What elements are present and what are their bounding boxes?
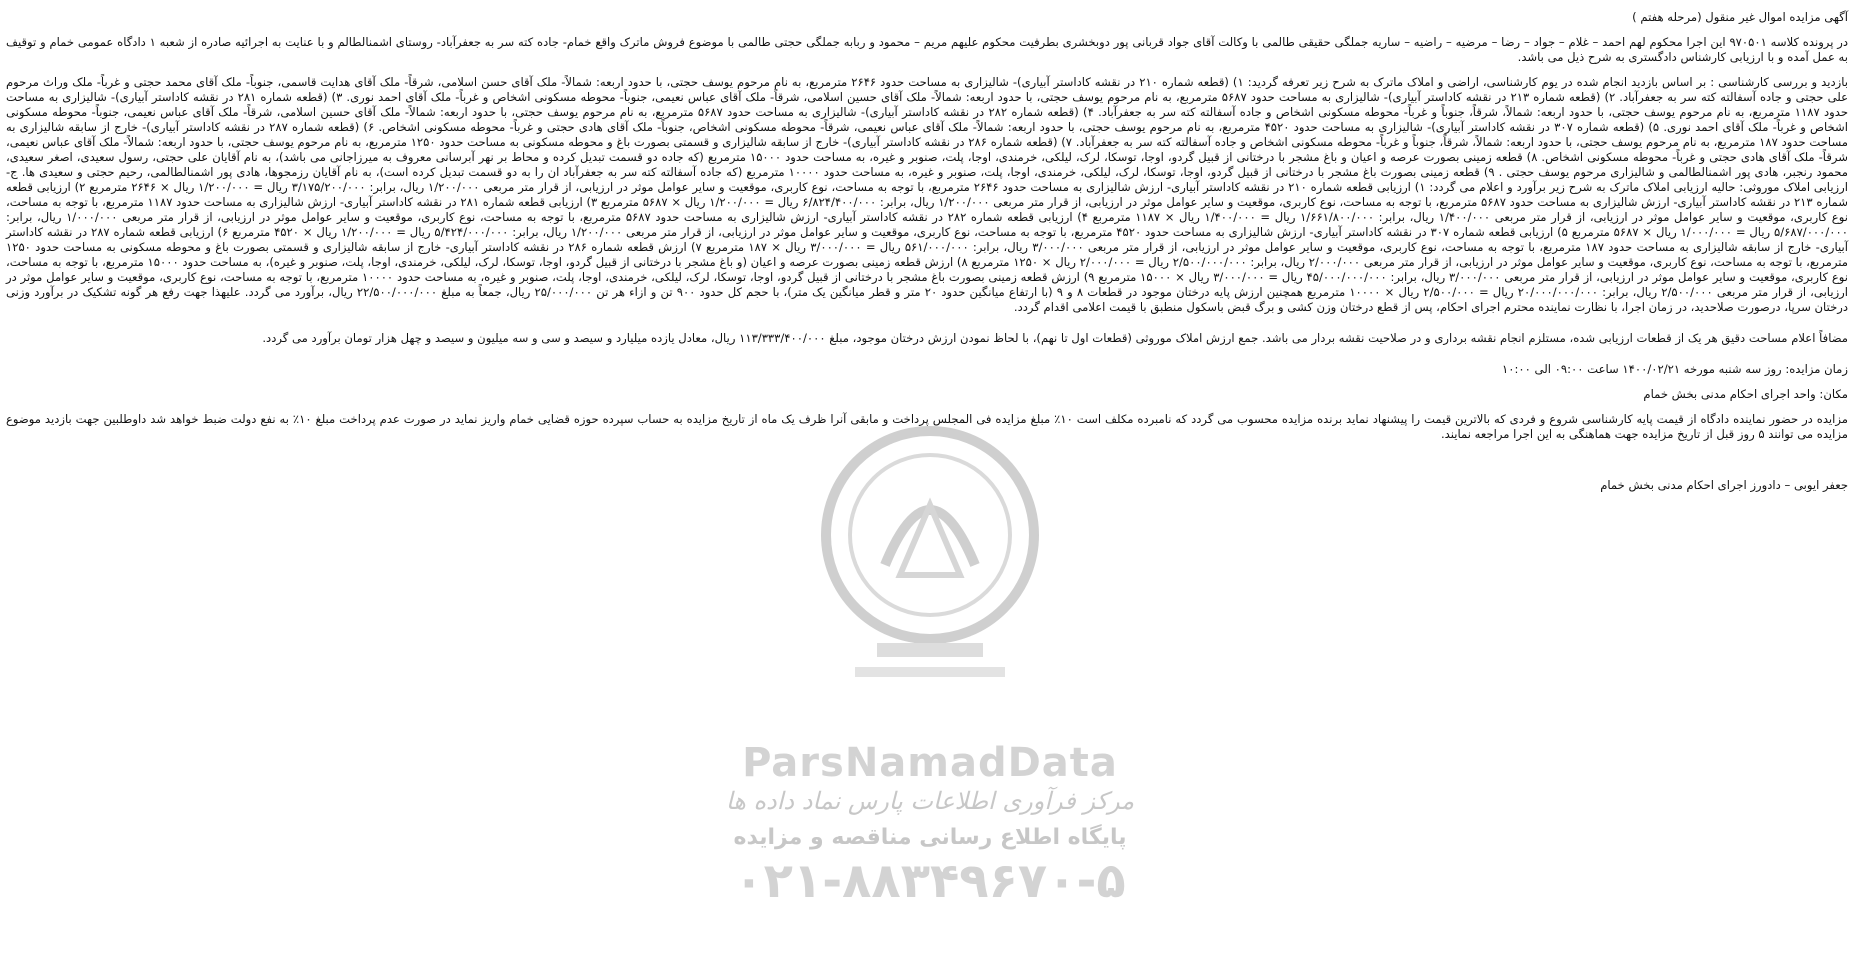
signer: جعفر ایوبی – دادورز اجرای احکام مدنی بخش خمام [1600, 478, 1848, 492]
notice-title: آگهی مزایده اموال غیر منقول (مرحله هفتم ) [1632, 10, 1848, 24]
watermark-phone: ۰۲۱-۸۸۳۴۹۶۷۰-۵ [734, 853, 1126, 909]
inspection-paragraph: بازدید و بررسی کارشناسی : بر اساس بازدید انجام شده در یوم کارشناسی، اراضی و املاک ماترک به شرح زیر تعرفه گردید: ۱) (قطعه شماره ۲۱۰ در نقشه کاداستر آبیاری)- شالیزاری به مساحت حدود ۲۶۴۶ مترمربع، به نام مرحوم یوسف حجتی، با حدود اربعه: شمالاً- ملک آقای حسن اسلامی، شرقاً- ملک آقای هدایت قاسمی، جنوباً- ملک آقای محمد حجتی و غرباً- ملک وراث مرحوم علی حجتی و جاده آسفالته کته سر به جعفرآباد. ۲) (قطعه شماره ۲۱۳ در نقشه کاداستر آبیاری)- شالیزاری به مساحت حدود ۵۶۸۷ مترمربع، به نام مرحوم یوسف حجتی، با حدود اربعه: شمالاً- ملک آقای حسین اسلامی، شرقاً- ملک آقای عباس نعیمی، جنوباً- محوطه مسکونی اشخاص و غرباً- ملک آقای احمد نوری. ۳) (قطعه شماره ۲۸۱ در نقشه کاداستر آبیاری)- شالیزاری به مساحت حدود ۱۱۸۷ مترمربع، به نام مرحوم یوسف حجتی، با حدود اربعه: شمالاً، شرقاً، جنوباً و غرباً- محوطه مسکونی اشخاص و جاده آسفالته کته سر به جعفرآباد. ۴) (قطعه شماره ۲۸۲ در نقشه کاداستر آبیاری)- شالیزاری به مساحت حدود ۵۶۸۷ مترمربع، به نام مرحوم یوسف حجتی، با حدود اربعه: شمالاً- ملک آقای حسین اسلامی، شرقاً- ملک آقای عباس نعیمی، جنوباً- محوطه مسکونی اشخاص و غرباً- ملک آقای احمد نوری. ۵) (قطعه شماره ۳۰۷ در نقشه کاداستر آبیاری)- شالیزاری به مساحت حدود ۴۵۲۰ مترمربع، به نام مرحوم یوسف حجتی، با حدود اربعه: شمالاً- ملک آقای عباس نعیمی، شرقاً- محوطه مسکونی اشخاص، جنوباً- ملک آقای هادی حجتی و غرباً- محوطه مسکونی اشخاص. ۶) (قطعه شماره ۲۸۷ در نقشه کاداستر آبیاری)- خارج از سابقه شالیزاری به مساحت حدود ۱۸۷ مترمربع، به نام مرحوم یوسف حجتی، با حدود اربعه: شمالاً، شرقاً، جنوباً و غرباً- محوطه مسکونی اشخاص و جاده آسفالته کته سر به جعفرآباد. ۷) (قطعه شماره ۲۸۶ در نقشه کاداستر آبیاری)- خارج از سابقه شالیزاری و قسمتی بصورت باغ و محوطه مسکونی به مساحت حدود ۱۲۵۰ مترمربع، به نام مرحوم یوسف حجتی، با حدود اربعه: شمالاً- ملک آقای عباس نعیمی، شرقاً- ملک آقای هادی حجتی و غرباً- محوطه مسکونی اشخاص. ۸) قطعه زمینی بصورت عرصه و اعیان و باغ مشجر با درختانی از قبیل گردو، اوجا، توسکا، لرک، لیلکی، خرمندی، اوجا، پلت، صنوبر و غیره، به مساحت حدود ۱۵۰۰۰ مترمربع (که جاده دو قسمت تبدیل کرده و محاط بر نهر آبرسانی معروف به میرزاجانی می باشد)، به نام آقایان علی حجتی، رسول سعیدی، اصغر سعیدی، محمود رنجبر، هادی پور اشمنالطالمی و شالیزاری مرحوم یوسف حجتی . ۹) قطعه زمینی بصورت باغ مشجر با درختانی از قبیل گردو، اوجا، توسکا، لرک، لیلکی، خرمندی، اوجا، پلت، صنوبر و غیره، به مساحت حدود ۱۰۰۰۰ مترمربع (که جاده آسفالته کته سر به جعفرآباد ان را به دو قسمت تبدیل کرده است)، به نام آقایان رزمجوها، هادی پور اشمنالطالمی، رحیم حجتی و سعیدی ها. ج- ارزیابی املاک موروثی: حالیه ارزیابی املاک ماترک به شرح زیر برآورد و اعلام می گردد: ۱) ارزیابی قطعه شماره ۲۱۰ در نقشه کاداستر آبیاری- ارزش شالیزاری به مساحت حدود ۲۶۴۶ مترمربع، با توجه به مساحت، نوع کاربری، موقعیت و سایر عوامل موثر در ارزیابی، از قرار متر مربعی ۱/۲۰۰/۰۰۰ ریال، برابر: ۳/۱۷۵/۲۰۰/۰۰۰ ریال = ۱/۲۰۰/۰۰۰ ریال × ۲۶۴۶ مترمربع ۲) ارزیابی قطعه شماره ۲۱۳ در نقشه کاداستر آبیاری- ارزش شالیزاری به مساحت حدود ۵۶۸۷ مترمربع، با توجه به مساحت، نوع کاربری، موقعیت و سایر عوامل موثر در ارزیابی، از قرار متر مربعی ۱/۲۰۰/۰۰۰ ریال، برابر: ۶/۸۲۴/۴۰۰/۰۰۰ ریال = ۱/۲۰۰/۰۰۰ ریال × ۵۶۸۷ مترمربع ۳) ارزیابی قطعه شماره ۲۸۱ در نقشه کاداستر آبیاری- ارزش شالیزاری به مساحت حدود ۱۱۸۷ مترمربع، با توجه به مساحت، نوع کاربری، موقعیت و سایر عوامل موثر در ارزیابی، از قرار متر مربعی ۱/۴۰۰/۰۰۰ ریال، برابر: ۱/۶۶۱/۸۰۰/۰۰۰ ریال = ۱/۴۰۰/۰۰۰ ریال × ۱۱۸۷ مترمربع ۴) ارزیابی قطعه شماره ۲۸۲ در نقشه کاداستر آبیاری- ارزش شالیزاری به مساحت حدود ۵۶۸۷ مترمربع، با توجه به مساحت، نوع کاربری، موقعیت و سایر عوامل موثر در ارزیابی، از قرار متر مربعی ۱/۰۰۰/۰۰۰ ریال، برابر: ۵/۶۸۷/۰۰۰/۰۰۰ ریال = ۱/۰۰۰/۰۰۰ ریال × ۵۶۸۷ مترمربع ۵) ارزیابی قطعه شماره ۳۰۷ در نقشه کاداستر آبیاری- ارزش شالیزاری به مساحت حدود ۴۵۲۰ مترمربع، با توجه به مساحت، نوع کاربری، موقعیت و سایر عوامل موثر در ارزیابی، از قرار متر مربعی ۱/۲۰۰/۰۰۰ ریال، برابر: ۵/۴۲۴/۰۰۰/۰۰۰ ریال = ۱/۲۰۰/۰۰۰ ریال × ۴۵۲۰ مترمربع ۶) ارزیابی قطعه شماره ۲۸۷ در نقشه کاداستر آبیاری- خارج از سابقه شالیزاری به مساحت حدود ۱۸۷ مترمربع، با توجه به مساحت، نوع کاربری، موقعیت و سایر عوامل موثر در ارزیابی، از قرار متر مربعی ۳/۰۰۰/۰۰۰ ریال، برابر: ۵۶۱/۰۰۰/۰۰۰ ریال = ۳/۰۰۰/۰۰۰ ریال × ۱۸۷ مترمربع ۷) ارزش قطعه شماره ۲۸۶ در نقشه کاداستر آبیاری- خارج از سابقه شالیزاری و قسمتی بصورت باغ و محوطه مسکونی به مساحت حدود ۱۲۵۰ مترمربع، با توجه به مساحت، نوع کاربری، موقعیت و سایر عوامل موثر در ارزیابی، از قرار متر مربعی ۲/۰۰۰/۰۰۰ ریال، برابر: ۲/۵۰۰/۰۰۰/۰۰۰ ریال = ۲/۰۰۰/۰۰۰ ریال × ۱۲۵۰ مترمربع ۸) ارزش قطعه زمینی بصورت عرصه و اعیان (و باغ مشجر با درختانی از قبیل گردو، اوجا، توسکا، لرک، لیلکی، خرمندی، اوجا، پلت، صنوبر و غیره)، به مساحت حدود ۱۵۰۰۰ مترمربع، با توجه به مساحت، نوع کاربری، موقعیت و سایر عوامل موثر در ارزیابی، از قرار متر مربعی ۳/۰۰۰/۰۰۰ ریال، برابر: ۴۵/۰۰۰/۰۰۰/۰۰۰ ریال = ۳/۰۰۰/۰۰۰ ریال × ۱۵۰۰۰ مترمربع ۹) ارزش قطعه زمینی بصورت باغ مشجر با درختانی از قبیل گردو، اوجا، توسکا، لرک، لیلکی، خرمندی، اوجا، پلت، صنوبر و غیره، به مساحت حدود ۱۰۰۰۰ مترمربع، با توجه به مساحت، نوع کاربری، موقعیت و سایر عوامل موثر در ارزیابی، از قرار متر مربعی ۲/۵۰۰/۰۰۰ ریال، برابر: ۲۰/۰۰۰/۰۰۰/۰۰۰ ریال = ۲/۵۰۰/۰۰۰ ریال × ۱۰۰۰۰ مترمربع همچنین ارزش پایه درختان موجود در قطعات ۸ و ۹ (با ارتفاع میانگین حدود ۲۰ متر و قطر میانگین یک متر)، با حجم کل حدود ۹۰۰ تن و ازاء هر تن ۲۵/۰۰۰/۰۰۰ ریال، جمعاً به مبلغ ۲۲/۵۰۰/۰۰۰/۰۰۰ ریال، برآورد می گردد. علیهذا جهت رفع هر گونه تشکیک در برآورد وزنی درختان سرپا، درصورت صلاحدید، در زمان اجرا، با نظارت نماینده محترم اجرای احکام، پس از قطع درختان وزن کشی و برگ قبض باسکول منطبق با قیمت اعلامی اقدام گردد. [6, 75, 1849, 314]
auction-notice [6, 10, 1848, 503]
valuation-total-paragraph: مضافاً اعلام مساحت دقیق هر یک از قطعات ارزیابی شده، مستلزم انجام نقشه برداری و در صلاحیت نقشه بردار می باشد. جمع ارزش املاک موروثی (قطعات اول تا نهم)، با لحاظ نمودن ارزش درختان موجود، مبلغ ۱۱۳/۳۳۳/۴۰۰/۰۰۰ ریال، معادل یازده میلیارد و سیصد و سی و سه میلیون و سیصد و چهل هزار تومان برآورد می گردد. [262, 331, 1848, 345]
watermark-line-1: مرکز فرآوری اطلاعات پارس نماد داده ها [725, 787, 1135, 815]
watermark-line-2: پایگاه اطلاع رسانی مناقصه و مزایده [733, 825, 1127, 850]
auction-time: زمان مزایده: روز سه شنبه مورخه ۱۴۰۰/۰۲/۲۱ ساعت ۰۹:۰۰ الی ۱۰:۰۰ [1502, 362, 1848, 376]
auction-place: مکان: واحد اجرای احکام مدنی بخش خمام [1643, 387, 1848, 401]
watermark-brand: ParsNamadData [742, 740, 1118, 786]
case-paragraph: در پرونده کلاسه ۹۷۰۵۰۱ این اجرا محکوم لهم احمد – غلام – جواد – رضا – مرضیه – راضیه – ساریه جملگی حقیقی طالمی با وکالت آقای جواد قربانی پور دوبخشری بطرفیت محکوم علیهم مریم – محمود و ربابه جملگی حجتی طالمی با موضوع فروش ماترک واقع خمام- جاده کته سر به جعفرآباد- روستای اشمنالطالم و با عنایت به اجرائیه صادره از شعبه ۱ دادگاه عمومی خمام و توقیف به عمل آمده و با ارزیابی کارشناس دادگستری به شرح ذیل می باشد. [6, 35, 1848, 64]
auction-terms: مزایده در حضور نماینده دادگاه از قیمت پایه کارشناسی شروع و فردی که بالاترین قیمت را پیشنهاد نماید برنده مزایده محسوب می گردد که نامبرده مکلف است ۱۰٪ مبلغ مزایده فی المجلس پرداخت و مابقی آنرا ظرف یک ماه از تاریخ مزایده به حساب سپرده حوزه قضایی خمام واریز نماید در صورت عدم پرداخت مبلغ ۱۰٪ به نفع دولت ضبط خواهد شد داوطلبین جهت بازدید موضوع مزایده می توانند ۵ روز قبل از تاریخ مزایده جهت هماهنگی به این اجرا مراجعه نمایند. [6, 412, 1848, 441]
